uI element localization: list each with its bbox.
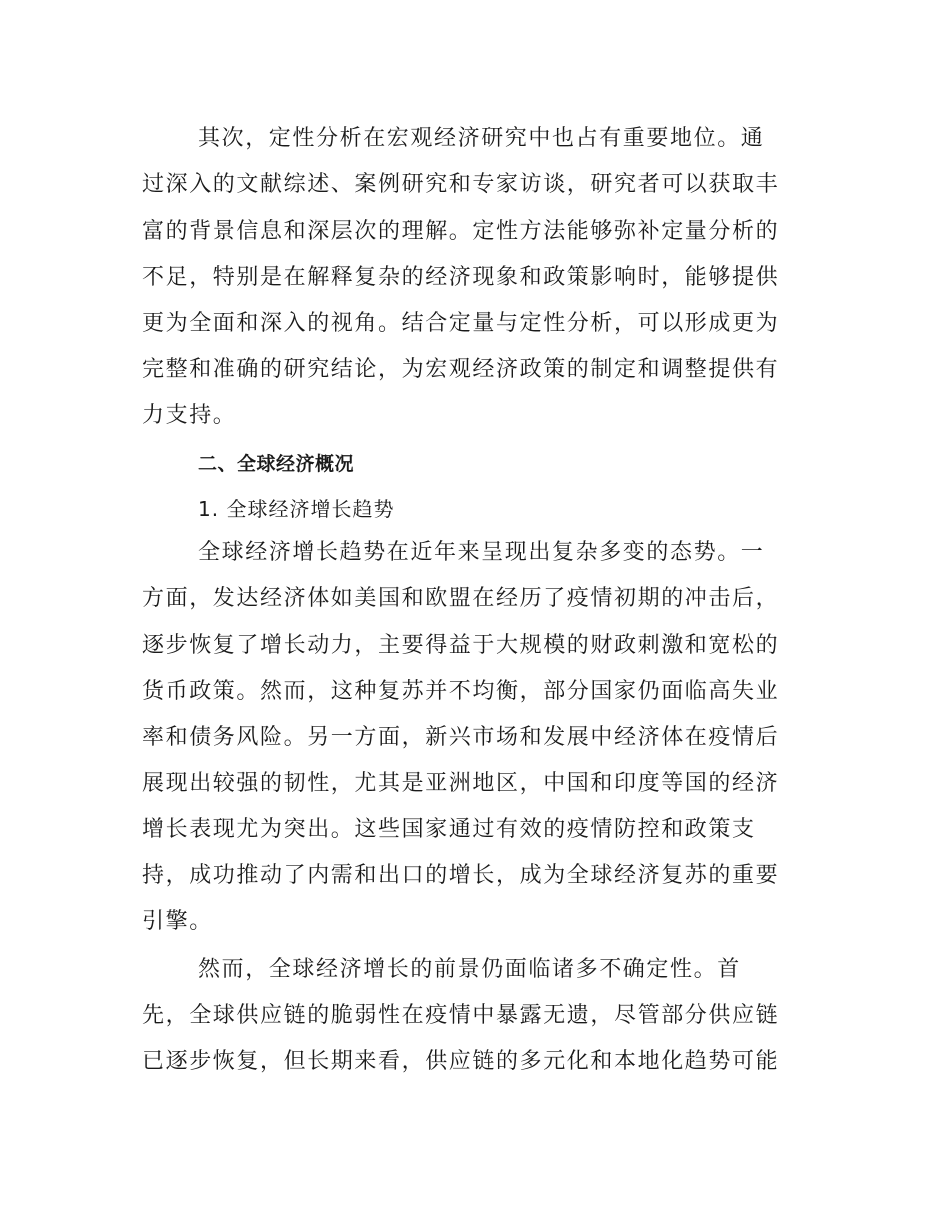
paragraph-2-line-9: 引擎。 [142, 909, 213, 934]
paragraph-2-line-4: 货币政策。然而，这种复苏并不均衡，部分国家仍面临高失业 [142, 679, 780, 704]
paragraph-1-line-5: 更为全面和深入的视角。结合定量与定性分析，可以形成更为 [142, 311, 780, 336]
paragraph-3-line-1: 然而，全球经济增长的前景仍面临诸多不确定性。首 [198, 957, 741, 982]
paragraph-1-line-7: 力支持。 [142, 403, 237, 428]
subsection-heading: 1. 全球经济增长趋势 [198, 497, 395, 521]
paragraph-2-line-8: 持，成功推动了内需和出口的增长，成为全球经济复苏的重要 [142, 863, 780, 888]
paragraph-3-line-2: 先，全球供应链的脆弱性在疫情中暴露无遗，尽管部分供应链 [142, 1003, 780, 1028]
paragraph-1-line-2: 过深入的文献综述、案例研究和专家访谈，研究者可以获取丰 [142, 172, 780, 197]
paragraph-1-line-4: 不足，特别是在解释复杂的经济现象和政策影响时，能够提供 [142, 265, 780, 290]
paragraph-2-line-6: 展现出较强的韧性，尤其是亚洲地区，中国和印度等国的经济 [142, 771, 780, 796]
paragraph-2-line-3: 逐步恢复了增长动力，主要得益于大规模的财政刺激和宽松的 [142, 633, 780, 658]
paragraph-1-line-3: 富的背景信息和深层次的理解。定性方法能够弥补定量分析的 [142, 219, 780, 244]
paragraph-3-line-3: 已逐步恢复，但长期来看，供应链的多元化和本地化趋势可能 [142, 1049, 780, 1074]
paragraph-2-line-7: 增长表现尤为突出。这些国家通过有效的疫情防控和政策支 [142, 817, 756, 842]
paragraph-1-line-1: 其次，定性分析在宏观经济研究中也占有重要地位。通 [198, 126, 765, 151]
paragraph-1-line-6: 完整和准确的研究结论，为宏观经济政策的制定和调整提供有 [142, 357, 780, 382]
paragraph-2-line-1: 全球经济增长趋势在近年来呈现出复杂多变的态势。一 [198, 540, 765, 565]
section-heading: 二、全球经济概况 [198, 453, 355, 475]
paragraph-2-line-5: 率和债务风险。另一方面，新兴市场和发展中经济体在疫情后 [142, 725, 780, 750]
paragraph-2-line-2: 方面，发达经济体如美国和欧盟在经历了疫情初期的冲击后， [142, 586, 780, 611]
